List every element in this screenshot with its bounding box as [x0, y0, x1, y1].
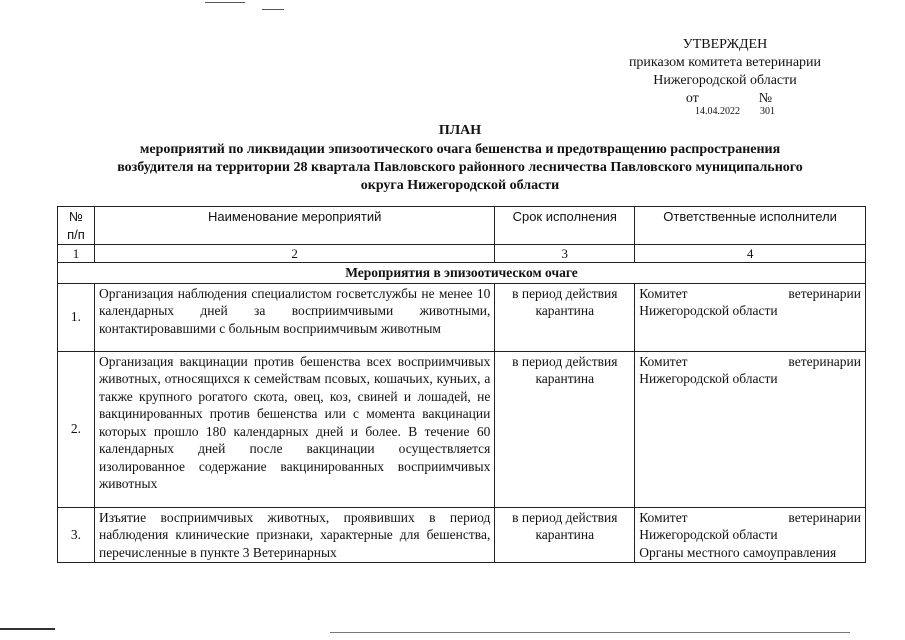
header-num: № п/п [58, 207, 95, 245]
section-title: Мероприятия в эпизоотическом очаге [58, 263, 866, 284]
from-label: от [685, 91, 699, 106]
section-row [58, 263, 866, 284]
index-cell: 2 [94, 245, 494, 263]
resp-line: Нижегородской области [639, 371, 778, 386]
row-number: 2. [58, 351, 95, 507]
scan-artifact-bottom [0, 628, 55, 630]
resp-word: Комитет [639, 509, 688, 525]
scan-artifact-top [262, 9, 284, 10]
resp-line: Нижегородской области [639, 527, 778, 542]
resp-word: Комитет [639, 285, 688, 301]
resp-word: ветеринарии [788, 509, 861, 525]
approval-title: УТВЕРЖДЕН [682, 37, 768, 52]
row-term: в период действия карантина [495, 507, 635, 563]
approval-date: 14.04.2022 [695, 106, 740, 117]
row-measure: Организация наблюдения специалистом госветслужбы не менее 10 календарных дней за восприимчивыми животными, контактировавшими с больным восприимчивым животным [94, 283, 494, 351]
document-subtitle-line1: мероприятий по ликвидации эпизоотического очага бешенства и предотвращению распространения [139, 142, 781, 157]
header-term: Срок исполнения [495, 207, 635, 245]
number-label: № [758, 91, 773, 106]
row-number: 3. [58, 507, 95, 563]
plan-table [57, 206, 866, 563]
row-term: в период действия карантина [495, 283, 635, 351]
row-measure: Организация вакцинации против бешенства всех восприимчивых животных, относящихся к семействам псовых, кошачьих, куньих, а также крупного рогатого скота, овец, коз, свиней и лошадей, не вакцинированных против бешенства или с момента вакцинации которых прошло 180 календарных дней и более. В течение 60 календарных дней после вакцинации осуществляется изолированное содержание вакцинированных восприимчивых животных [94, 351, 494, 507]
table-header-row [58, 207, 866, 245]
header-name: Наименование мероприятий [94, 207, 494, 245]
document-subtitle-line2: возбудителя на территории 28 квартала Павловского районного лесничества Павловского муниципального [117, 160, 803, 175]
table-row [58, 283, 866, 351]
row-number: 1. [58, 283, 95, 351]
row-responsible [635, 507, 866, 563]
resp-line: Органы местного самоуправления [639, 544, 837, 560]
approval-block [610, 36, 840, 117]
scan-artifact-bottom [330, 632, 850, 633]
index-cell: 3 [495, 245, 635, 263]
approval-number: 301 [760, 106, 775, 117]
approval-line1: приказом комитета ветеринарии [628, 55, 822, 70]
row-responsible [635, 283, 866, 351]
table-row [58, 507, 866, 563]
document-subtitle-line3: округа Нижегородской области [360, 178, 560, 193]
resp-word: Комитет [639, 353, 688, 369]
approval-values [630, 106, 840, 117]
resp-word: ветеринарии [788, 285, 861, 301]
table-index-row [58, 245, 866, 263]
scan-artifact-top [205, 2, 245, 3]
header-resp: Ответственные исполнители [635, 207, 866, 245]
row-measure: Изъятие восприимчивых животных, проявивших в период наблюдения клинические признаки, характерные для бешенства, перечисленные в пункте 3 Ветеринарных [94, 507, 494, 563]
row-responsible [635, 351, 866, 507]
document-heading: ПЛАН [438, 123, 482, 138]
document-title [60, 122, 860, 195]
index-cell: 4 [635, 245, 866, 263]
resp-word: ветеринарии [788, 353, 861, 369]
approval-line2: Нижегородской области [653, 73, 797, 88]
row-term: в период действия карантина [495, 351, 635, 507]
resp-line: Нижегородской области [639, 303, 778, 318]
table-row [58, 351, 866, 507]
index-cell: 1 [58, 245, 95, 263]
